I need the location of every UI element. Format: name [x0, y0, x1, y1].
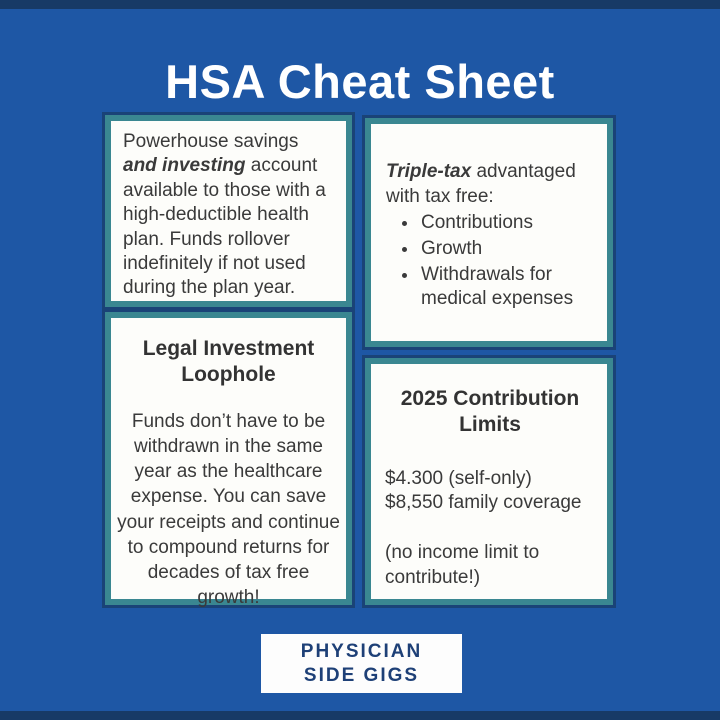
card-contribution-limits	[365, 358, 613, 605]
logo-line2: SIDE GIGS	[303, 664, 420, 686]
limit-self-only: $4.300 (self-only)	[385, 467, 532, 489]
bullet-item-withdrawals: • Withdrawals for medical expenses	[419, 263, 597, 312]
limits-note: (no income limit to contribute!)	[385, 541, 540, 588]
limits-title-line2: Limits	[459, 413, 521, 437]
triple-tax-emphasis: Triple-tax	[386, 161, 472, 182]
card-legal-loophole	[105, 312, 352, 609]
overview-text-start: Powerhouse savings	[123, 131, 299, 152]
loophole-title-line1: Legal Investment	[142, 337, 315, 360]
bullet-item-contributions: • Contributions	[419, 211, 597, 236]
triple-tax-lead	[386, 160, 597, 209]
triple-tax-lead-rest: advantaged with tax free:	[386, 161, 576, 207]
top-edge-band	[0, 0, 720, 9]
overview-text-rest: account available to those with a high-deductible health plan. Funds rollover indefinitely if not used during the plan year.	[123, 155, 326, 299]
page-title: HSA Cheat Sheet	[165, 55, 555, 109]
loophole-body: Funds don’t have to be withdrawn in the same year as the healthcare expense. You can save your receipts and continue to compound returns for decades of tax free growth!	[117, 410, 340, 609]
card-hsa-overview	[105, 115, 352, 307]
limits-title-line1: 2025 Contribution	[400, 387, 580, 410]
limit-family: $8,550 family coverage	[385, 492, 582, 514]
loophole-title-line2: Loophole	[181, 363, 276, 387]
logo-line1: PHYSICIAN	[300, 640, 423, 662]
bottom-edge-band	[0, 711, 720, 720]
limits-amounts	[385, 467, 595, 516]
triple-tax-bullet-list	[386, 211, 597, 312]
spacer	[117, 389, 340, 409]
physician-side-gigs-logo	[261, 634, 462, 693]
card-triple-tax	[365, 118, 613, 347]
overview-text-emphasis: and investing	[123, 155, 246, 177]
bullet-item-growth: • Growth	[419, 237, 597, 262]
